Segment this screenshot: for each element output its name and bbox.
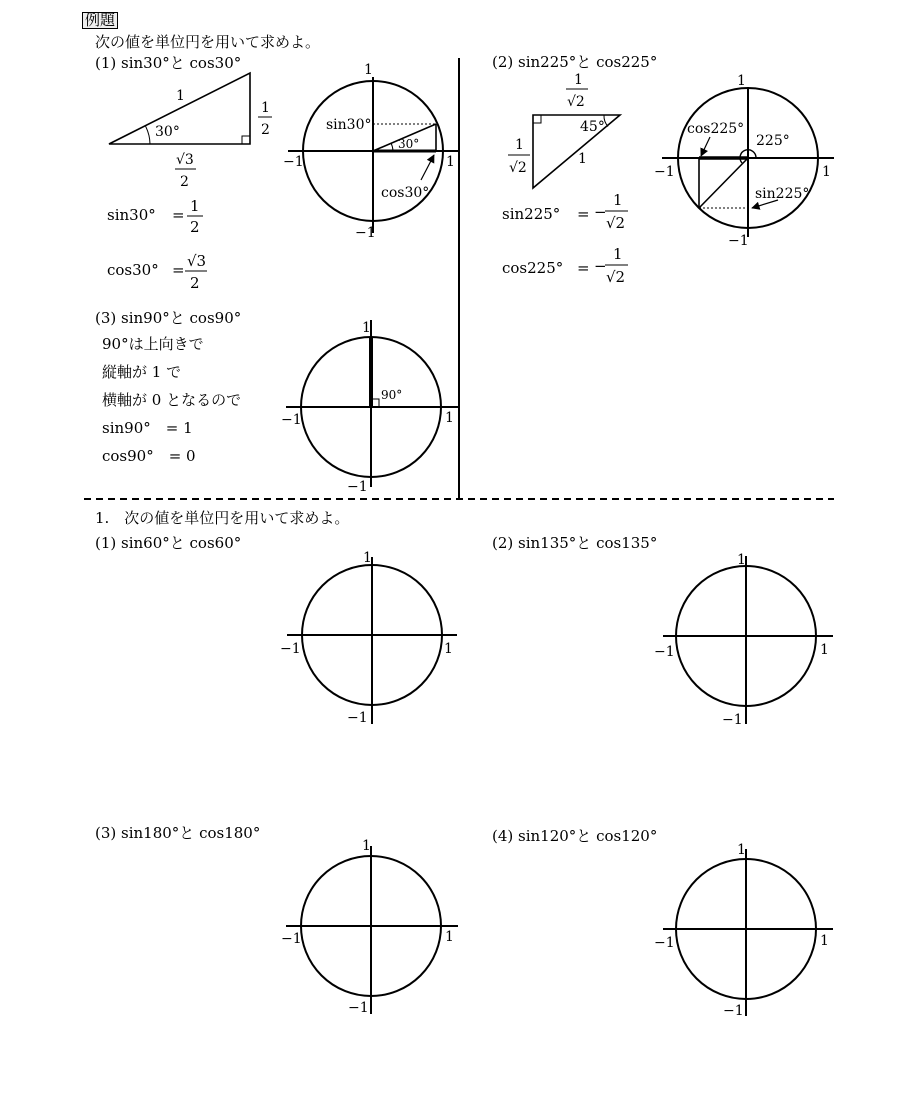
- p1-tri-opp-den: 2: [261, 122, 270, 138]
- p1-tri-adj-num: √3: [176, 152, 194, 168]
- p2-cos-fraction: [594, 245, 628, 286]
- svg-text:sin30°: sin30°: [326, 117, 372, 133]
- svg-text:√3: √3: [187, 252, 207, 270]
- p2-unit-circle: [654, 73, 834, 249]
- svg-text:−1: −1: [654, 935, 675, 951]
- svg-text:−1: −1: [654, 644, 675, 660]
- p1-tri-adj-den: 2: [180, 174, 189, 190]
- svg-text:−: −: [594, 203, 607, 221]
- svg-text:−1: −1: [355, 225, 376, 241]
- svg-text:1: 1: [363, 550, 372, 566]
- p3-line2: 縦軸が 1 で: [102, 363, 182, 381]
- svg-text:1: 1: [444, 641, 453, 657]
- svg-text:1: 1: [578, 151, 587, 167]
- svg-text:1: 1: [737, 73, 746, 89]
- svg-text:30°: 30°: [398, 137, 420, 151]
- svg-text:1: 1: [362, 838, 371, 854]
- p1-sin-line: sin30°: [107, 206, 156, 224]
- p1-unit-circle: [283, 62, 458, 241]
- svg-text:1: 1: [737, 842, 746, 858]
- p1-tri-opp-num: 1: [261, 100, 270, 116]
- svg-text:−1: −1: [280, 641, 301, 657]
- p3-line4: sin90° = 1: [102, 419, 193, 437]
- p1-triangle: [109, 73, 272, 190]
- svg-text:1: 1: [737, 552, 746, 568]
- svg-text:−1: −1: [347, 710, 368, 726]
- svg-text:45°: 45°: [580, 119, 605, 135]
- q2-unit-circle: [654, 552, 833, 728]
- p3-title: (3) sin90°と cos90°: [95, 309, 242, 327]
- svg-text:1: 1: [445, 410, 454, 426]
- svg-text:cos30°: cos30°: [381, 185, 430, 201]
- svg-text:2: 2: [190, 274, 200, 292]
- q4-title: (4) sin120°と cos120°: [492, 827, 658, 845]
- svg-text:−: −: [594, 257, 607, 275]
- p1-sin-eq: =: [172, 206, 185, 224]
- p3-unit-circle: [281, 320, 458, 495]
- p1-tri-angle: 30°: [155, 124, 180, 140]
- p1-sin-fraction: [187, 197, 203, 236]
- svg-text:−1: −1: [728, 233, 749, 249]
- svg-text:1: 1: [820, 933, 829, 949]
- svg-text:−1: −1: [348, 1000, 369, 1016]
- example-instruction: 次の値を単位円を用いて求めよ。: [95, 33, 321, 51]
- svg-text:225°: 225°: [756, 133, 790, 149]
- svg-text:−1: −1: [654, 164, 675, 180]
- q2-title: (2) sin135°と cos135°: [492, 534, 658, 552]
- p2-cos-eq: =: [577, 259, 590, 277]
- svg-text:1: 1: [362, 320, 371, 336]
- p1-title: (1) sin30°と cos30°: [95, 54, 242, 72]
- svg-text:1: 1: [820, 642, 829, 658]
- svg-text:1: 1: [515, 137, 524, 153]
- svg-text:√2: √2: [567, 94, 585, 110]
- p1-cos-eq: =: [172, 261, 185, 279]
- svg-text:1: 1: [613, 245, 623, 263]
- p2-title: (2) sin225°と cos225°: [492, 53, 658, 71]
- p2-triangle: [508, 72, 620, 188]
- svg-text:−1: −1: [722, 712, 743, 728]
- svg-text:−1: −1: [347, 479, 368, 495]
- q3-unit-circle: [281, 838, 458, 1016]
- svg-text:−1: −1: [281, 412, 302, 428]
- svg-text:1: 1: [613, 191, 623, 209]
- p3-line1: 90°は上向きで: [102, 335, 204, 353]
- p2-sin-line: sin225°: [502, 205, 561, 223]
- p3-line3: 横軸が 0 となるので: [102, 391, 242, 409]
- p3-line5: cos90° = 0: [102, 447, 196, 465]
- svg-text:1: 1: [446, 154, 455, 170]
- svg-text:90°: 90°: [381, 388, 403, 402]
- svg-text:1: 1: [364, 62, 373, 78]
- svg-text:1: 1: [822, 164, 831, 180]
- svg-text:−1: −1: [281, 931, 302, 947]
- svg-text:sin225°: sin225°: [755, 186, 810, 202]
- q1-unit-circle: [280, 550, 457, 726]
- p1-tri-hyp: 1: [176, 88, 185, 104]
- svg-text:cos225°: cos225°: [687, 121, 745, 137]
- svg-text:−1: −1: [283, 154, 304, 170]
- q1-title: (1) sin60°と cos60°: [95, 534, 242, 552]
- svg-text:2: 2: [190, 218, 200, 236]
- svg-text:1: 1: [445, 929, 454, 945]
- exercise-instruction: 1. 次の値を単位円を用いて求めよ。: [95, 509, 350, 527]
- p1-cos-fraction: [185, 252, 207, 292]
- example-label: 例題: [82, 12, 118, 29]
- q4-unit-circle: [654, 842, 833, 1019]
- p2-cos-line: cos225°: [502, 259, 564, 277]
- svg-text:√2: √2: [509, 160, 527, 176]
- svg-text:−1: −1: [723, 1003, 744, 1019]
- p1-cos-line: cos30°: [107, 261, 159, 279]
- q3-title: (3) sin180°と cos180°: [95, 824, 261, 842]
- svg-text:1: 1: [574, 72, 583, 88]
- svg-text:√2: √2: [606, 214, 626, 232]
- p2-sin-eq: =: [577, 205, 590, 223]
- svg-text:√2: √2: [606, 268, 626, 286]
- p2-sin-fraction: [594, 191, 628, 232]
- svg-text:1: 1: [190, 197, 200, 215]
